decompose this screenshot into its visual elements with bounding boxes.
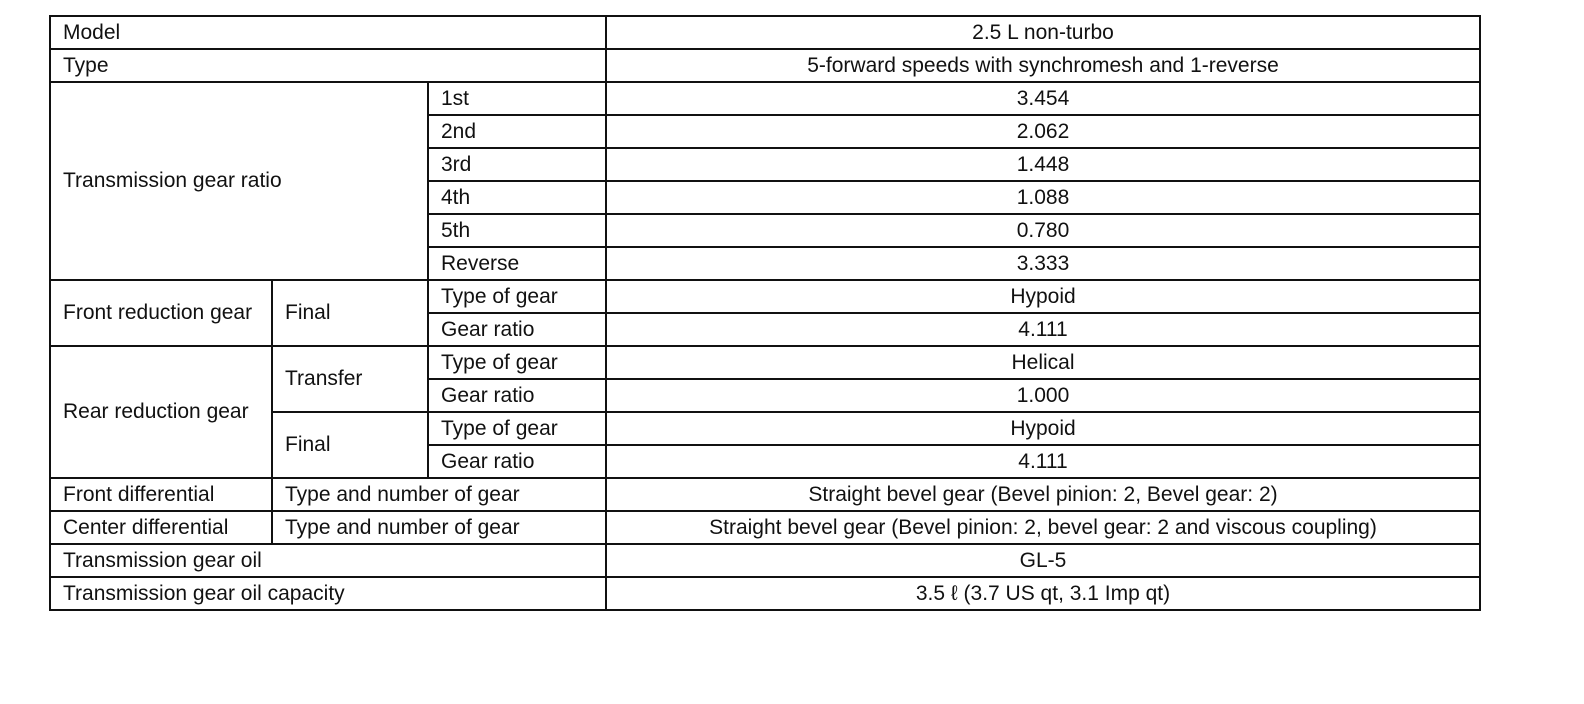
front-gear-ratio-value: 4.111 [606, 313, 1480, 346]
center-differential-sub-label: Type and number of gear [272, 511, 606, 544]
gear-reverse-label: Reverse [428, 247, 606, 280]
front-gear-ratio-label: Gear ratio [428, 313, 606, 346]
table-row-type [50, 49, 1480, 82]
model-value: 2.5 L non-turbo [606, 16, 1480, 49]
front-differential-value: Straight bevel gear (Bevel pinion: 2, Bevel gear: 2) [606, 478, 1480, 511]
gear-4th-label: 4th [428, 181, 606, 214]
gear-oil-capacity-value: 3.5 ℓ (3.7 US qt, 3.1 Imp qt) [606, 577, 1480, 610]
gear-oil-label: Transmission gear oil [50, 544, 606, 577]
gear-2nd-label: 2nd [428, 115, 606, 148]
table-row-rear-transfer-type [50, 346, 1480, 379]
table-row-model [50, 16, 1480, 49]
front-differential-label: Front differential [50, 478, 272, 511]
rear-final-ratio-label: Gear ratio [428, 445, 606, 478]
gear-4th-value: 1.088 [606, 181, 1480, 214]
rear-transfer-ratio-label: Gear ratio [428, 379, 606, 412]
rear-final-type-label: Type of gear [428, 412, 606, 445]
center-differential-label: Center differential [50, 511, 272, 544]
gear-5th-value: 0.780 [606, 214, 1480, 247]
gear-1st-label: 1st [428, 82, 606, 115]
center-differential-value: Straight bevel gear (Bevel pinion: 2, bevel gear: 2 and viscous coupling) [606, 511, 1480, 544]
gear-2nd-value: 2.062 [606, 115, 1480, 148]
type-value: 5-forward speeds with synchromesh and 1-reverse [606, 49, 1480, 82]
table-row-front-differential [50, 478, 1480, 511]
gear-1st-value: 3.454 [606, 82, 1480, 115]
rear-reduction-gear-label: Rear reduction gear [50, 346, 272, 478]
type-label: Type [50, 49, 606, 82]
table-row-gear-1st [50, 82, 1480, 115]
gear-reverse-value: 3.333 [606, 247, 1480, 280]
gear-oil-value: GL-5 [606, 544, 1480, 577]
rear-final-type-value: Hypoid [606, 412, 1480, 445]
front-type-of-gear-label: Type of gear [428, 280, 606, 313]
front-reduction-gear-label: Front reduction gear [50, 280, 272, 346]
gear-3rd-label: 3rd [428, 148, 606, 181]
model-label: Model [50, 16, 606, 49]
front-reduction-final-label: Final [272, 280, 428, 346]
transmission-gear-ratio-label: Transmission gear ratio [50, 82, 428, 280]
table-row-front-reduction-type [50, 280, 1480, 313]
front-type-of-gear-value: Hypoid [606, 280, 1480, 313]
gear-3rd-value: 1.448 [606, 148, 1480, 181]
gear-5th-label: 5th [428, 214, 606, 247]
rear-final-label: Final [272, 412, 428, 478]
rear-transfer-type-label: Type of gear [428, 346, 606, 379]
rear-final-ratio-value: 4.111 [606, 445, 1480, 478]
rear-transfer-label: Transfer [272, 346, 428, 412]
front-differential-sub-label: Type and number of gear [272, 478, 606, 511]
gear-oil-capacity-label: Transmission gear oil capacity [50, 577, 606, 610]
table-row-gear-oil [50, 544, 1480, 577]
rear-transfer-ratio-value: 1.000 [606, 379, 1480, 412]
table-row-gear-oil-capacity [50, 577, 1480, 610]
table-row-center-differential [50, 511, 1480, 544]
rear-transfer-type-value: Helical [606, 346, 1480, 379]
specifications-table [49, 15, 1481, 611]
